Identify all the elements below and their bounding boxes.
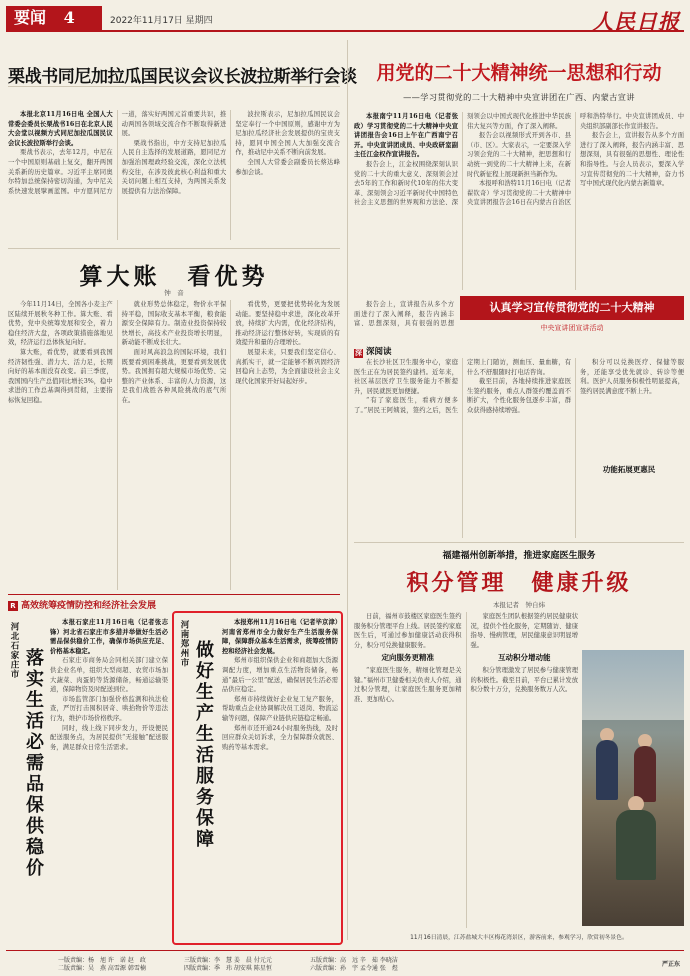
photo-caption: 11月16日清晨，江苏盐城大丰区梅花湾景区，游客前来，参观学习，欣赏初冬景色。: [410, 935, 628, 941]
masthead: [6, 6, 684, 32]
article-accounts: 今年11月14日，全国各小麦主产区陆续开展秋冬种工作。算大账、看优势，党中央统筹发展和安全，着力稳住经济大盘，各项政策措施落地见效，经济运行总体恢复向好。 算大账，看优势，就要看到我国经济韧性强、潜力大、活力足，长期向好的基本面没有改变。前三季度，我国国内生产总值同比增长3%，稳中求进的工作总基调得到贯彻，主要指标恢复回稳。 就业形势总体稳定，物价水平保持平稳，国际收支基本平衡，粮食能源安全保障有力。制造业投资保持较快增长，高技术产业投资增长明显，新动能不断成长壮大。 面对风高浪急的国际环境，我们既要看到困难挑战，更要看到发展优势。我国拥有超大规模市场优势、完整的产业体系、丰富的人力资源，这是我们战胜各种风险挑战的底气所在。 看优势，更要把优势转化为发展动能。要坚持稳中求进，深化改革开放，持续扩大内需，优化经济结构，推动经济运行整体好转，实现质的有效提升和量的合理增长。 展望未来，只要我们坚定信心、真抓实干，就一定能够不断巩固经济回稳向上态势，为全面建设社会主义现代化国家开好局起好步。: [8, 301, 340, 404]
divider: [8, 594, 340, 595]
section-tag-pandemic: R 高效统筹疫情防控和经济社会发展: [8, 598, 340, 612]
headline-henan: 做好生产生活服务保障: [193, 640, 214, 850]
subheadline-congress: ——学习贯彻党的二十大精神中央宣讲团在广西、内蒙古宣讲: [403, 92, 635, 102]
subhead-points: 互动积分增动能: [498, 653, 551, 663]
byline-accounts: 钟 音: [164, 289, 184, 297]
divider: [8, 86, 340, 87]
article-henan: 本报郑州11月16日电（记者毕京津）河南省郑州市全力做好生产生活服务保障，保障群众基本生活需求，统筹疫情防控和经济社会发展。 郑州市组织保供企业和商超加大货源调配力度，增加重点生活物资储备，畅通“最后一公里”配送，确保居民生活必需品供应稳定。 郑州市持续做好企业复工复产服务，帮助重点企业协调解决员工返岗、物流运输等问题，保障产业链供应链稳定畅通。 郑州市还开通24小时服务热线，及时回应群众关切诉求，全力保障群众就医、购药等基本需求。: [222, 619, 338, 751]
subhead-targeted: 定向服务更精准: [381, 653, 434, 663]
article-congress-tail: 报告会上，宣讲报告从多个方面进行了深入阐释，报告内涵丰富、思想深刻，具有很强的思想: [354, 301, 454, 328]
article-congress: 本报南宁11月16日电（记者张政）学习贯彻党的二十大精神中央宣讲团报告会16日上午在广西南宁召开。中央宣讲团成员、中央政研室副主任江金权作宣讲报告。 报告会上，江金权围绕深刻认识党的二十大的重大意义、深刻领会过去5年的工作和新时代10年的伟大变革、深刻领会习近平新时代中国特色社会主义思想的世界观和方法论、深刻领会以中国式现代化推进中华民族伟大复兴等方面，作了深入阐释。 报告会以视频形式开到各市、县（市、区）。大家表示，一定要深入学习领会党的二十大精神，把思想和行动统一到党的二十大精神上来，在新时代新征程上展现新担当新作为。 本报呼和浩特11月16日电（记者翟钦奇）学习贯彻党的二十大精神中央宣讲团报告会16日在内蒙古自治区呼和浩特举行。中央宣讲团成员、中央组织部副部长作宣讲报告。 报告会上，宣讲报告从多个方面进行了深入阐释，报告内涵丰富、思想深刻，具有很强的思想性、理论性和指导性。与会人员表示，要深入学习宣传贯彻党的二十大精神，奋力书写中国式现代化内蒙古新篇章。: [354, 113, 684, 207]
subhead-function: 功能拓展更惠民: [602, 465, 656, 474]
byline-fuzhou: 本报记者 钟自炜: [493, 601, 545, 609]
section-box: [6, 6, 102, 30]
location-henan: 河南郑州市: [179, 620, 189, 668]
footer-editors: 一版责编：杨 旭 许 诺 赵 政 二版责编：吴 燕 高雪源 韩雪楠 三版责编：李 慧 姜 晨 付元元 四版责编：季 玮 胡安琪 陈星恒 五版责编：高 远 辛 茹 李晓洁 六版责编：孙 宇 孟令通 张 煜 严正东: [6, 950, 684, 970]
promo-banner-subtitle: 中央宣讲团宣讲活动: [540, 324, 604, 332]
headline-accounts: 算大账 看优势: [79, 263, 269, 290]
tag-square-icon: R: [8, 601, 18, 611]
headline-hebei: 落实生活必需品保供稳价: [23, 648, 44, 879]
promo-banner: 认真学习宣传贯彻党的二十大精神: [460, 296, 684, 320]
newspaper-logo: 人民日报: [592, 9, 680, 34]
editor-stamp: 严正东: [661, 961, 680, 968]
issue-date: 2022年11月17日 星期四: [110, 16, 213, 26]
tag-square-icon: 深: [355, 349, 362, 357]
article-hebei: 本报石家庄11月16日电（记者张志锋）河北省石家庄市多措并举做好生活必需品保供稳价工作，确保市场供应充足、价格基本稳定。 石家庄市商务局会同相关部门建立保供企业名单，组织大型商超、农贸市场加大蔬菜、肉蛋奶等货源储备，畅通运输渠道，保障物资及时配送到位。 市场监管部门加强价格监测和执法检查，严厉打击囤积居奇、哄抬物价等违法行为，维护市场价格秩序。 同时，线上线下同步发力，开设便民配送服务点，为居民提供“无接触”配送服务，满足群众日常生活需求。: [50, 619, 168, 751]
tag-deep-reading: 深 深阅读: [355, 347, 392, 357]
divider: [8, 248, 340, 249]
headline-senate: 栗战书同尼加拉瓜国民议会议长波拉斯举行会谈: [8, 67, 357, 87]
article-fuzhou: 日前，福州市鼓楼区家庭医生签约服务积分管理平台上线。居民签约家庭医生后，可通过参加健康活动获得积分，积分可兑换健康服务。 定向服务更精准 “家庭医生服务，精细化管理是关键。”福州市卫健委相关负责人介绍，通过积分管理，让家庭医生服务更加精准、更加贴心。 家庭医生团队根据签约居民健康状况，提供个性化服务，定期随访、健康指导、慢病管理，居民健康意识明显增强。 互动积分增动能 积分管理激发了居民参与健康管理的积极性。截至目前，平台已累计发放积分数十万分，兑换服务数万人次。: [354, 613, 578, 703]
section-name: 要闻: [14, 8, 47, 27]
divider: [354, 542, 684, 543]
kicker-fuzhou: 福建福州创新举措，推进家庭医生服务: [442, 551, 596, 561]
headline-fuzhou: 积分管理 健康升级: [406, 570, 632, 596]
article-senate: 本报北京11月16日电 全国人大常委会委员长栗战书16日在北京人民大会堂以视频方式同尼加拉瓜国民议会议长波拉斯举行会谈。 栗战书表示，去年12月，中尼在一个中国原则基础上复交，翻开两国关系新的历史篇章。习近平主席同奥尔特加总统保持密切沟通，为中尼关系快速发展擘画蓝图。中方愿同尼方一道，落实好两国元首重要共识，推动两国各领域交流合作不断取得新进展。 栗战书指出，中方支持尼加拉瓜人民自主选择的发展道路，愿同尼方加强治国理政经验交流，深化立法机构交往，在涉及彼此核心利益和重大关切问题上相互支持，为两国关系发展提供有力法治保障。 波拉斯表示，尼加拉瓜国民议会坚定奉行一个中国原则，感谢中方为尼加拉瓜经济社会发展提供的宝贵支持，愿同中国全国人大加强交流合作，推动尼中关系不断向前发展。 全国人大常委会副委员长蔡达峰参加会谈。: [8, 111, 340, 195]
location-hebei: 河北石家庄市: [9, 622, 19, 679]
column-divider: [347, 40, 348, 940]
page-number: 4: [63, 8, 75, 27]
article-observe: 在长沙社区卫生服务中心，家庭医生正在为居民签约建档。近年来，社区基层医疗卫生服务能力不断提升，居民就医更加便捷。 “有了家庭医生，看病方便多了。”居民王阿姨说，签约之后，医生定期上门随访，测血压、量血糖，有什么不舒服随时打电话咨询。 截至目前，各地持续推进家庭医生签约服务，重点人群签约覆盖面不断扩大，个性化服务包逐步丰富，群众获得感持续增强。 积分可以兑换医疗、保健等服务，还能享受优先就诊、转诊等便利。医护人员服务积极性明显提高，签约居民满意度不断上升。: [354, 359, 684, 414]
headline-congress: 用党的二十大精神统一思想和行动: [376, 62, 662, 84]
news-photo: [582, 650, 684, 926]
